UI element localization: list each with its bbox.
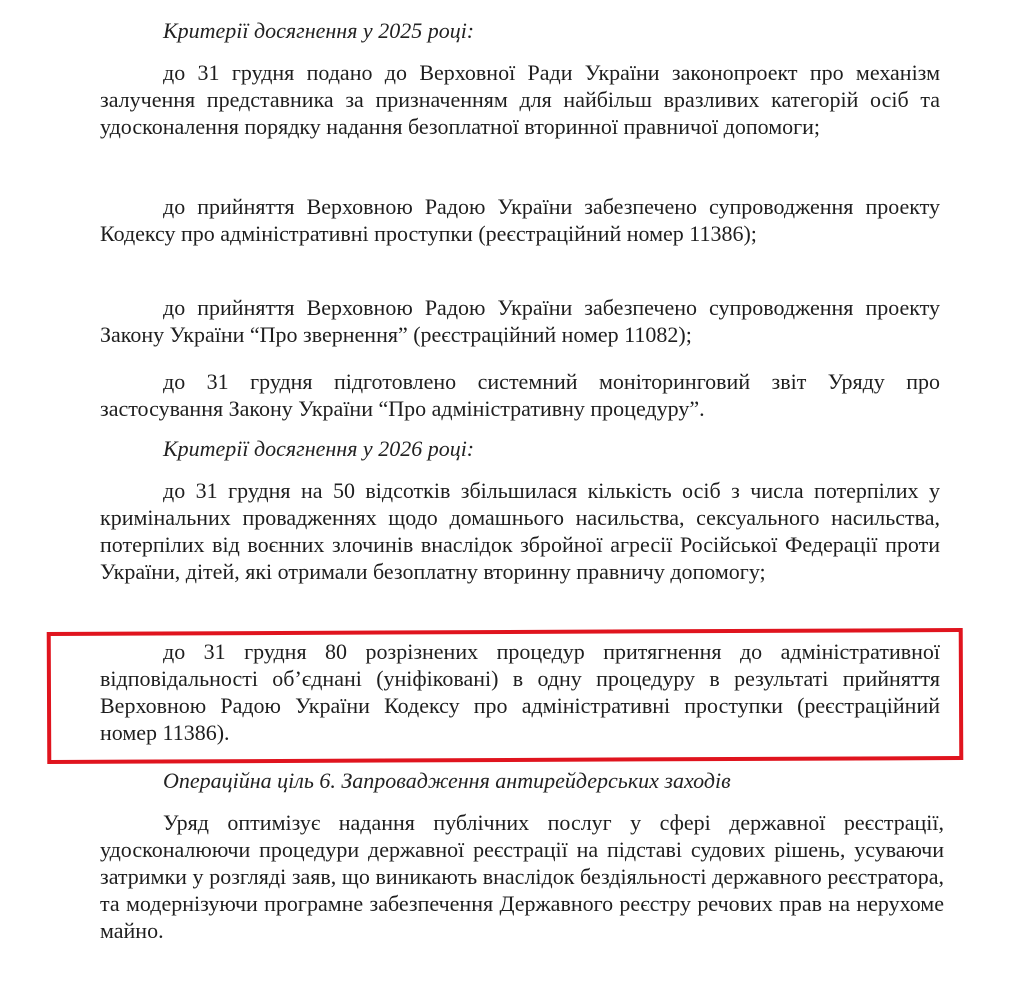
criteria-2026-item-1: до 31 грудня на 50 відсотків збільшилася кількість осіб з числа потерпілих у кримінальних провадженнях щодо домашнього насильства, сексуального насильства, потерпілих від воєнних злочинів внаслідок збройної агресії Російської Федерації проти України, дітей, які отримали безоплатну вторинну правничу допомогу; [100,478,940,584]
criteria-2025-heading: Критерії досягнення у 2025 році: [163,18,475,43]
operational-goal-heading: Операційна ціль 6. Запровадження антирейдерських заходів [163,768,731,793]
criteria-2026-heading: Критерії досягнення у 2026 році: [163,436,475,461]
criteria-2025-item-1: до 31 грудня подано до Верховної Ради України законопроект про механізм залучення представника за призначенням для найбільш вразливих категорій осіб та удосконалення порядку надання безоплатної вторинної правничої допомоги; [100,60,940,139]
criteria-2025-item-4: до 31 грудня підготовлено системний моніторинговий звіт Уряду про застосування Закону України “Про адміністративну процедуру”. [100,369,940,421]
criteria-2025-item-2: до прийняття Верховною Радою України забезпечено супроводження проекту Кодексу про адміністративні проступки (реєстраційний номер 11386); [100,194,940,246]
operational-goal-paragraph: Уряд оптимізує надання публічних послуг у сфері державної реєстрації, удосконалюючи процедури державної реєстрації на підставі судових рішень, усуваючи затримки у розгляді заяв, що виникають внаслідок бездіяльності державного реєстратора, та модернізуючи програмне забезпечення Державного реєстру речових прав на нерухоме майно. [100,810,944,943]
criteria-2025-item-3: до прийняття Верховною Радою України забезпечено супроводження проекту Закону України “Про звернення” (реєстраційний номер 11082); [100,295,940,347]
criteria-2026-item-2: до 31 грудня 80 розрізнених процедур притягнення до адміністративної відповідальності об’єднані (уніфіковані) в одну процедуру в результаті прийняття Верховною Радою України Кодексу про адміністративні проступки (реєстраційний номер 11386). [100,639,940,745]
